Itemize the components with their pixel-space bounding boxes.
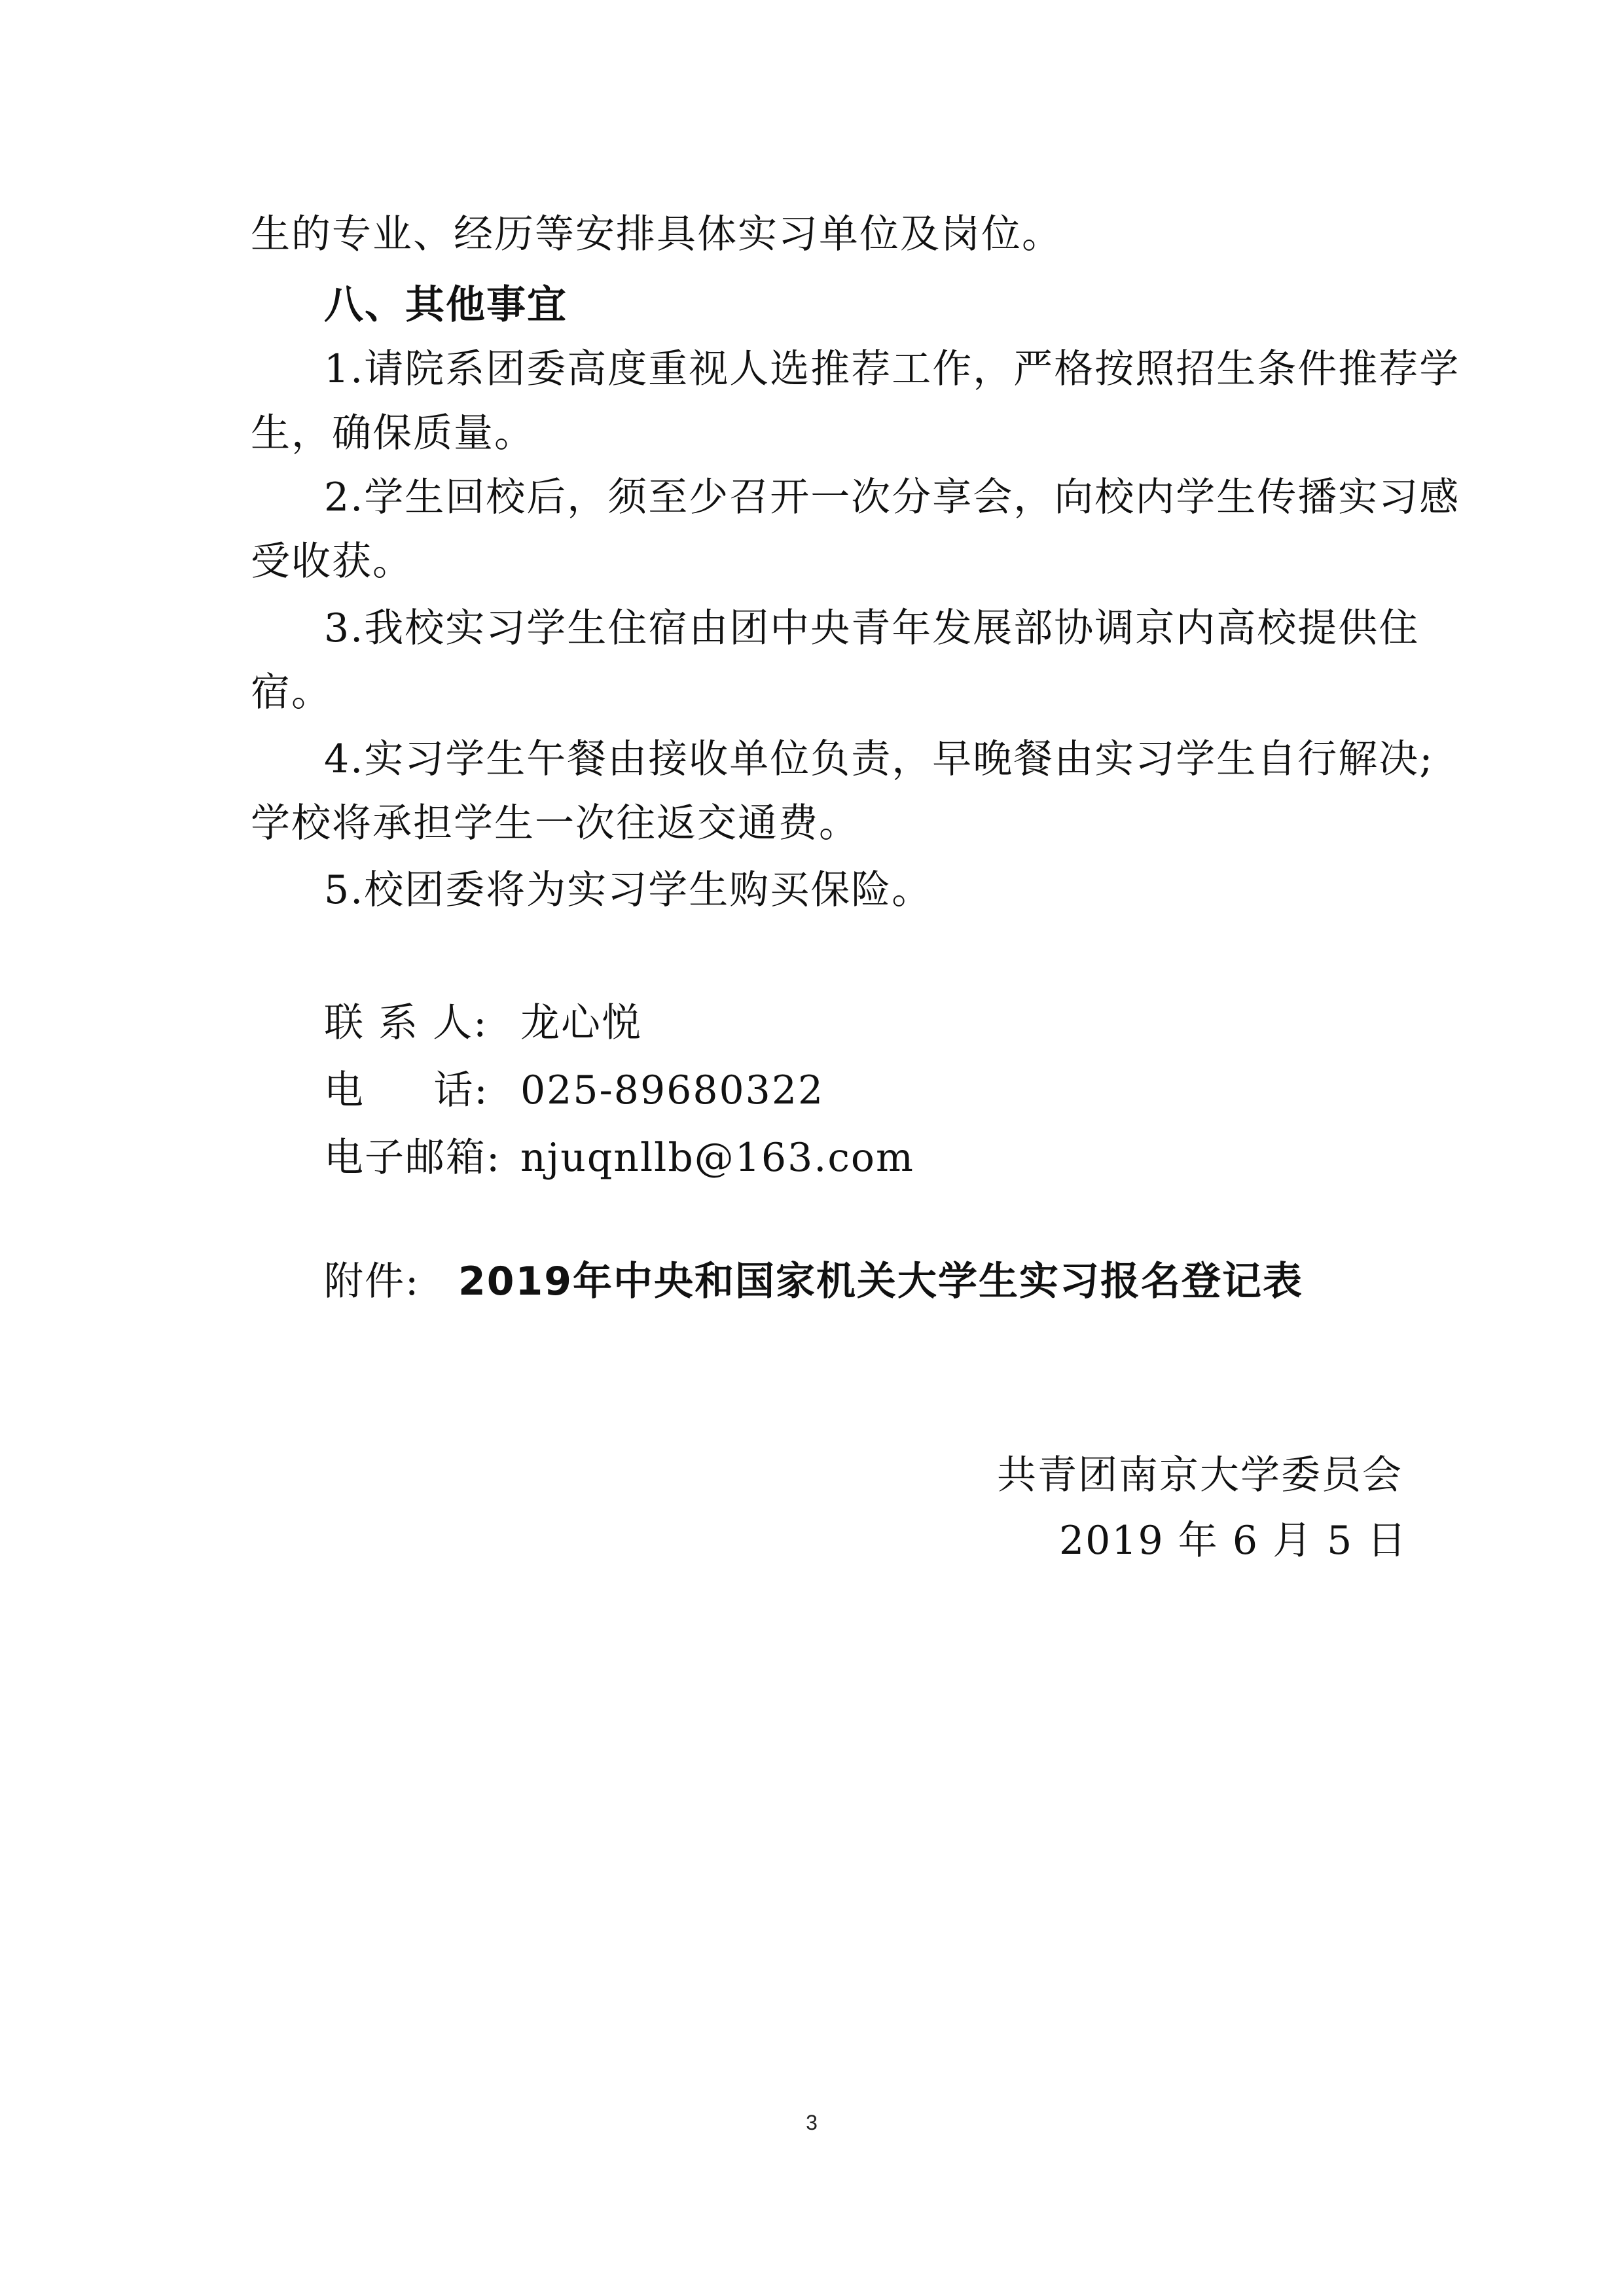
attachment-label: 附件: [324, 1259, 420, 1304]
list-item-4-line-2: 学校将承担学生一次往返交通费。 [251, 800, 859, 846]
list-item-3-line-2: 宿。 [251, 670, 332, 715]
contact-email-label: 电子邮箱: [324, 1135, 501, 1181]
list-item-1-line-1: 1.请院系团委高度重视人选推荐工作，严格按照招生条件推荐学 [324, 346, 1460, 392]
list-item-1-line-2: 生，确保质量。 [251, 410, 535, 456]
signature-date: 2019 年 6 月 5 日 [1059, 1518, 1408, 1564]
contact-phone-label: 电 话: [324, 1067, 489, 1113]
list-item-5-line-1: 5.校团委将为实习学生购买保险。 [324, 867, 933, 913]
contact-phone-row [324, 1067, 1450, 1114]
attachment-row [324, 1258, 1450, 1305]
list-item-2-line-1: 2.学生回校后，须至少召开一次分享会，向校内学生传播实习感 [324, 475, 1460, 520]
contact-email-value: njuqnllb@163.com [520, 1135, 914, 1181]
contact-person-row [324, 999, 1450, 1047]
signature-organization: 共青团南京大学委员会 [997, 1452, 1403, 1498]
contact-phone-value: 025-89680322 [520, 1067, 825, 1113]
page-number: 3 [806, 2111, 818, 2134]
list-item-3-line-1: 3.我校实习学生住宿由团中央青年发展部协调京内高校提供住 [324, 605, 1420, 651]
section-heading: 八、其他事宜 [324, 282, 568, 328]
contact-person-label: 联 系 人: [324, 1000, 488, 1046]
contact-person-value: 龙心悦 [520, 1000, 642, 1046]
list-item-4-line-1: 4.实习学生午餐由接收单位负责，早晚餐由实习学生自行解决; [324, 736, 1434, 782]
list-item-2-line-2: 受收获。 [251, 539, 413, 584]
attachment-title: 2019年中央和国家机关大学生实习报名登记表 [458, 1259, 1303, 1304]
body-text-line: 生的专业、经历等安排具体实习单位及岗位。 [251, 211, 1062, 257]
contact-email-row [324, 1134, 1450, 1181]
